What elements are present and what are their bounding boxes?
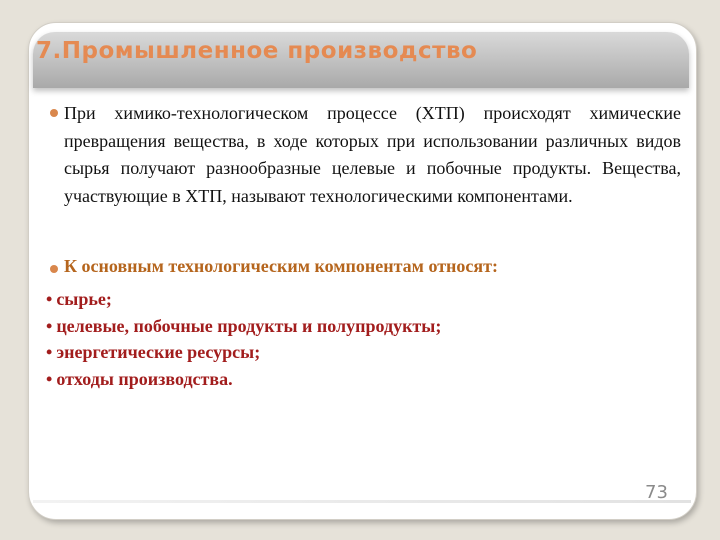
list-item-text: целевые, побочные продукты и полупродукты; bbox=[56, 315, 442, 336]
components-heading: К основным технологическим компонентам относят: bbox=[64, 256, 498, 276]
intro-paragraph: При химико-технологическом процессе (ХТП) происходят химические превращения вещества, в ходе которых при использовании различных видов сырья получают разнообразные целевые и побочные продукты. Вещества, участвующие в ХТП, называют технологическими компонентами. bbox=[64, 103, 681, 206]
list-item bbox=[46, 313, 441, 340]
list-item-text: энергетические ресурсы; bbox=[56, 342, 261, 362]
list-marker: • bbox=[46, 342, 53, 362]
list-item-text: отходы производства. bbox=[56, 368, 233, 389]
list-marker: • bbox=[46, 368, 53, 389]
footer-strip bbox=[33, 500, 691, 503]
components-list bbox=[46, 286, 441, 392]
list-item-text: сырье; bbox=[56, 289, 112, 309]
list-marker: • bbox=[46, 315, 53, 336]
list-marker: • bbox=[46, 289, 53, 309]
bullet-dot-icon bbox=[50, 265, 58, 273]
list-item bbox=[46, 339, 441, 366]
list-item bbox=[46, 286, 441, 313]
page-title: 7.Промышленное производство bbox=[36, 38, 478, 64]
list-item bbox=[46, 366, 441, 393]
bullet-dot-icon bbox=[50, 109, 58, 117]
page-number: 73 bbox=[645, 482, 668, 503]
